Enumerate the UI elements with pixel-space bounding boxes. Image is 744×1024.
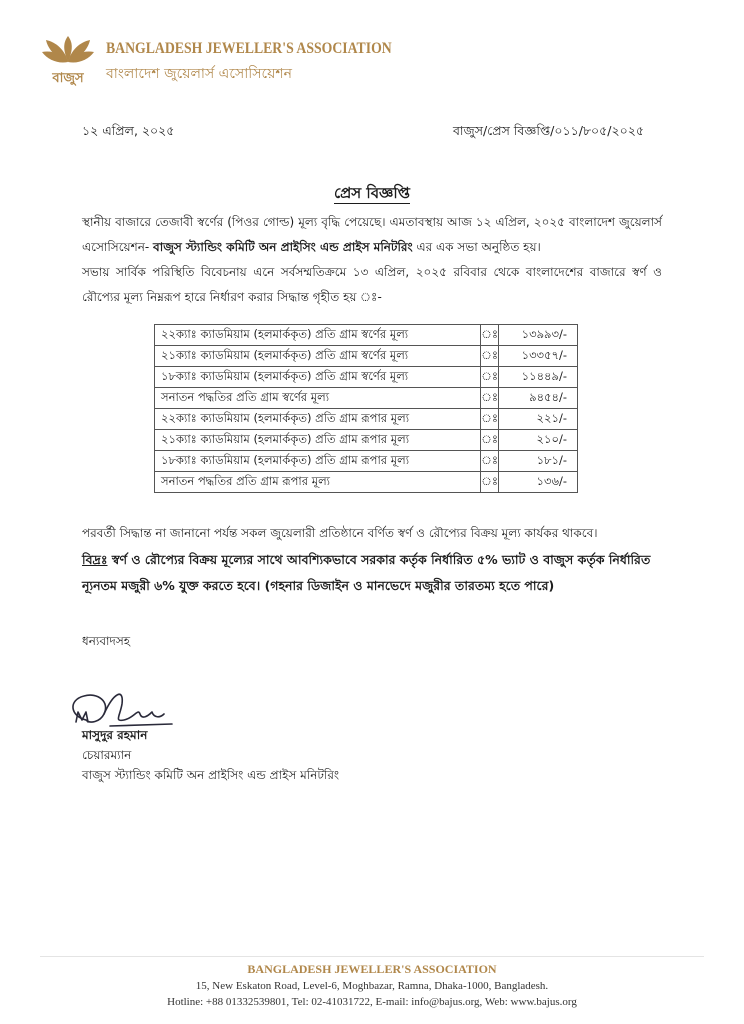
price-value: ৯৪৫৪/- [499,388,578,409]
price-separator: ঃ [481,325,499,346]
price-separator: ঃ [481,388,499,409]
price-separator: ঃ [481,451,499,472]
footer-org-name: BANGLADESH JEWELLER'S ASSOCIATION [247,962,497,976]
table-row [155,472,578,493]
price-value: ১৮১/- [499,451,578,472]
page-title [0,182,744,207]
note [82,547,662,599]
footer-contact: Hotline: +88 01332539801, Tel: 02-41031722, E-mail: info@bajus.org, Web: www.bajus.org [167,996,577,1008]
table-row [155,367,578,388]
price-item: ২২ক্যাঃ ক্যাডমিয়াম (হলমার্ককৃত) প্রতি গ্রাম স্বর্ণের মূল্য [155,325,481,346]
price-item: ২২ক্যাঃ ক্যাডমিয়াম (হলমার্ককৃত) প্রতি গ্রাম রূপার মূল্য [155,409,481,430]
signatory-committee: বাজুস স্ট্যান্ডিং কমিটি অন প্রাইসিং এন্ড প্রাইস মনিটরিং [82,768,340,782]
price-value: ১৩৬/- [499,472,578,493]
price-item: ১৮ক্যাঃ ক্যাডমিয়াম (হলমার্ককৃত) প্রতি গ্রাম স্বর্ণের মূল্য [155,367,481,388]
closing-text: ধন্যবাদসহ [82,634,131,648]
table-row [155,346,578,367]
title-text: প্রেস বিজ্ঞপ্তি [333,184,411,202]
table-row [155,388,578,409]
price-item: ১৮ক্যাঃ ক্যাডমিয়াম (হলমার্ককৃত) প্রতি গ্রাম রূপার মূল্য [155,451,481,472]
note-lead: বিদ্রঃ [82,552,108,567]
price-value: ২২১/- [499,409,578,430]
signatory-role: চেয়ারম্যান [82,748,132,762]
paragraph-1-before: স্থানীয় বাজারে তেজাবী স্বর্ণের (পিওর গোল্ড) মূল্য বৃদ্ধি পেয়েছে। এমতাবস্থায় আজ ১২ এপ্রিল, ২০২৫ বাংলাদেশ জুয়েলার্স এসোসিয়েশন- [82,215,662,254]
price-item: ২১ক্যাঃ ক্যাডমিয়াম (হলমার্ককৃত) প্রতি গ্রাম রূপার মূল্য [155,430,481,451]
org-name-bn: বাংলাদেশ জুয়েলার্স এসোসিয়েশন [106,66,293,82]
note-text: স্বর্ণ ও রৌপ্যের বিক্রয় মূল্যের সাথে আবশ্যিকভাবে সরকার কর্তৃক নির্ধারিত ৫% ভ্যাট ও বাজুস কর্তৃক নির্ধারিত ন্যূনতম মজুরী ৬% যুক্ত করতে হবে। (গহনার ডিজাইন ও মানভেদে মজুরীর তারতম্য হতে পারে) [82,552,651,593]
price-separator: ঃ [481,346,499,367]
price-value: ২১০/- [499,430,578,451]
org-name-en: BANGLADESH JEWELLER'S ASSOCIATION [106,40,392,57]
paragraph-1-after: এর এক সভা অনুষ্ঠিত হয়। [412,240,541,254]
logo-text: বাজুস [52,71,84,86]
price-separator: ঃ [481,409,499,430]
price-separator: ঃ [481,472,499,493]
table-row [155,430,578,451]
paragraph-1 [82,210,662,260]
footer-address: 15, New Eskaton Road, Level-6, Moghbazar, Ramna, Dhaka-1000, Bangladesh. [195,980,549,992]
table-row [155,451,578,472]
footer-divider [40,956,704,957]
price-table [154,324,578,493]
price-item: সনাতন পদ্ধতির প্রতি গ্রাম রূপার মূল্য [155,472,481,493]
price-separator: ঃ [481,430,499,451]
release-date: ১২ এপ্রিল, ২০২৫ [82,123,175,138]
table-row [155,325,578,346]
bajus-logo [40,36,96,88]
price-value: ১৩৩৫৭/- [499,346,578,367]
paragraph-3: পরবর্তী সিদ্ধান্ত না জানানো পর্যন্ত সকল জুয়েলারী প্রতিষ্ঠানে বর্ণিত স্বর্ণ ও রৌপ্যের বিক্রয় মূল্য কার্যকর থাকবে। [82,526,598,540]
committee-name-bold: বাজুস স্ট্যান্ডিং কমিটি অন প্রাইসিং এন্ড প্রাইস মনিটরিং [153,240,413,254]
paragraph-2: সভায় সার্বিক পরিস্থিতি বিবেচনায় এনে সর্বসম্মতিক্রমে ১৩ এপ্রিল, ২০২৫ রবিবার থেকে বাংলাদেশের বাজারে স্বর্ণ ও রৌপ্যের মূল্য নিম্নরূপ হারে নির্ধারণ করার সিদ্ধান্ত গৃহীত হয় ঃ- [82,265,662,304]
reference-number: বাজুস/প্রেস বিজ্ঞপ্তি/০১১/৮০৫/২০২৫ [452,123,644,138]
price-value: ১১৪৪৯/- [499,367,578,388]
price-item: ২১ক্যাঃ ক্যাডমিয়াম (হলমার্ককৃত) প্রতি গ্রাম স্বর্ণের মূল্য [155,346,481,367]
price-item: সনাতন পদ্ধতির প্রতি গ্রাম স্বর্ণের মূল্য [155,388,481,409]
price-value: ১৩৯৯৩/- [499,325,578,346]
signatory-name: মাসুদুর রহমান [82,728,148,742]
table-row [155,409,578,430]
price-separator: ঃ [481,367,499,388]
